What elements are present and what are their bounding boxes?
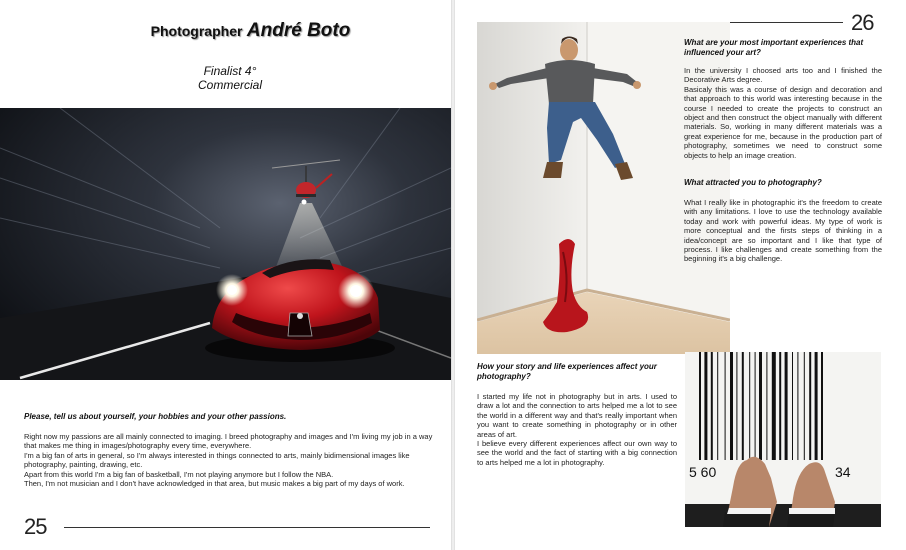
finalist-rank: Finalist 4°	[203, 64, 257, 78]
answer-photography-attraction	[684, 198, 882, 264]
barcode-bar	[821, 352, 823, 460]
barcode-digits-left: 5 60	[689, 464, 717, 480]
answer-paragraph: In the university I choosed arts too and I finished the Decorative Arts degree.	[684, 66, 882, 85]
barcode-bar	[815, 352, 818, 460]
answer-life-story	[477, 392, 677, 467]
barcode-bar	[797, 352, 798, 460]
barcode-hands-photo	[685, 352, 881, 527]
barcode-bar	[711, 352, 713, 460]
right-page	[455, 0, 906, 550]
answer-paragraph: I started my life not in photography but in arts. I used to draw a lot and the connection to arts helped me a lot to see the world in a different way and that's really important when you want to create something in photography or in other areas of art.	[477, 392, 677, 439]
barcode-bar	[779, 352, 781, 460]
barcode-bar	[766, 352, 767, 460]
barcode-bar	[772, 352, 776, 460]
car-helicopter-photo	[0, 108, 451, 380]
award-category: Commercial	[197, 78, 262, 92]
barcode-bar	[749, 352, 750, 460]
barcode-bar	[759, 352, 762, 460]
answer-paragraph: Apart from this world I'm a big fan of basketball, I'm not playing anymore but I follow the NBA.	[24, 469, 334, 479]
question-experiences: What are your most important experiences that influenced your art?	[684, 38, 864, 57]
footer-rule	[64, 527, 430, 528]
answer-paragraph: Right now my passions are all mainly connected to imaging. I breed photography and images and I'm living my job in a way that makes me thing in images/photography every time, everywhere.	[24, 432, 433, 451]
barcode-bar	[755, 352, 756, 460]
question-life-story: How your story and life experiences affect your photography?	[477, 362, 657, 381]
page-number: 26	[851, 10, 874, 35]
title-label: Photographer	[150, 23, 243, 39]
barcode-bar	[792, 352, 793, 460]
barcode-bar	[717, 352, 718, 460]
answer-paragraph: Basicaly this was a course of design and decoration and that approach to this world was interesting because in the course I needed to create the projects to construct an object and then construct the object manually with different materials. So, working in many different materials was a great experience for me, because in the production part of photography, sometimes we need to construct some objects to help an image creation.	[684, 84, 882, 160]
barcode-bar	[809, 352, 811, 460]
question-photography-attraction: What attracted you to photography?	[684, 178, 822, 187]
barcode-bar	[736, 352, 737, 460]
left-page	[0, 0, 451, 550]
answer-paragraph: What I really like in photographic it's the freedom to create with any limitations. I love to use the technology available today and work with powerful ideas. My type of work is more conceptual and the firsts steps of thinking in a idea/concept are so important and I like that type of process. I like challenges and create something from the beginning it's a big challenge.	[684, 198, 882, 264]
answer-hobbies	[24, 432, 434, 488]
barcode-bar	[730, 352, 733, 460]
answer-paragraph: I believe every different experiences affect our own way to see the world and the fact of starting with a big connection to arts helped me a lot in photography.	[477, 439, 677, 467]
barcode-bar	[699, 352, 701, 460]
barcode-bar	[725, 352, 726, 460]
barcode-bar	[804, 352, 805, 460]
barcode-bars	[699, 352, 823, 460]
barcode-bar	[785, 352, 788, 460]
barcode-bar	[742, 352, 744, 460]
answer-paragraph: Then, I'm not musician and I don't have acknowledged in that area, but music makes a big part of my days of work.	[24, 479, 405, 489]
page-number: 25	[24, 514, 47, 539]
barcode-digits-right: 34	[835, 464, 851, 480]
photographer-name: André Boto	[246, 20, 351, 41]
answer-experiences	[684, 66, 882, 160]
barcode-bar	[704, 352, 707, 460]
question-hobbies: Please, tell us about yourself, your hobbies and your other passions.	[24, 412, 287, 421]
answer-paragraph: I'm a big fan of arts in general, so I'm always interested in things connected to arts, mainly bidimensional images like photography, painting, drawing, etc.	[24, 450, 410, 470]
page-title	[25, 20, 451, 42]
award-subtitle	[130, 64, 330, 92]
